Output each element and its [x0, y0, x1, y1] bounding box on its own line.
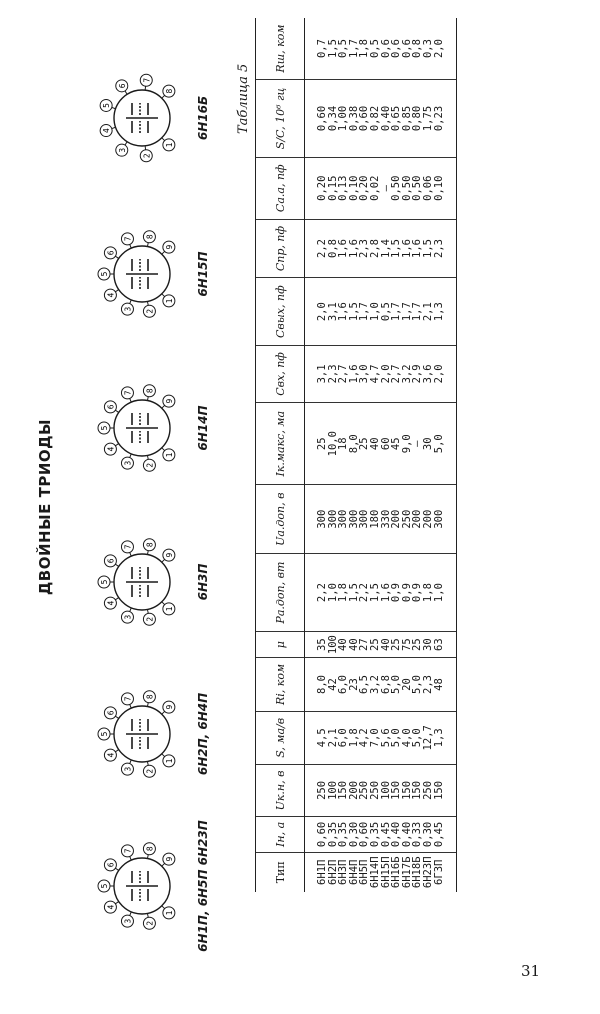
page-title: ДВОЙНЫЕ ТРИОДЫ — [36, 418, 54, 596]
pin-number: 9 — [164, 856, 174, 862]
table-body — [305, 18, 457, 892]
table-cell: 0,33 — [412, 817, 423, 852]
table-cell: 2,3 — [434, 219, 457, 278]
table-cell: 1,5 — [328, 18, 339, 80]
table-cell: 250 — [402, 485, 413, 553]
table-row — [370, 18, 381, 892]
electrode-symbol — [126, 567, 158, 597]
table-cell: 0,60 — [305, 80, 328, 158]
table-cell: 40 — [370, 402, 381, 485]
table-cell: 2,0 — [305, 278, 328, 346]
pin-number: 9 — [164, 552, 174, 558]
pin-number: 1 — [164, 910, 174, 916]
tube-caption: 6Н2П, 6Н4П — [196, 692, 210, 776]
table-cell: 0,45 — [434, 817, 457, 852]
table-row — [402, 18, 413, 892]
table-cell: 0,60 — [359, 80, 370, 158]
table-cell: 2,2 — [359, 553, 370, 631]
pin-number: 6 — [106, 862, 116, 868]
table-row — [338, 18, 349, 892]
table-cell: 0,5 — [338, 18, 349, 80]
table-label: Таблица 5 — [236, 63, 251, 134]
pin-number: 2 — [145, 920, 155, 926]
pin-number: 1 — [164, 758, 174, 764]
table-cell: 5,0 — [412, 658, 423, 712]
table-cell: 1,5 — [391, 219, 402, 278]
column-header: S, ма/в — [256, 711, 305, 764]
pin-number: 6 — [106, 710, 116, 716]
table-cell: 60 — [381, 402, 392, 485]
pin-number: 2 — [145, 616, 155, 622]
table-cell: 0,6 — [391, 18, 402, 80]
table-cell: 2,3 — [359, 219, 370, 278]
table-cell: 3,6 — [423, 345, 434, 402]
table-cell: 30 — [423, 632, 434, 658]
table-cell: 8,0 — [349, 402, 360, 485]
table-cell: 1,7 — [412, 278, 423, 346]
table-cell: 25 — [305, 402, 328, 485]
tube-type-cell: 6Н16Б — [390, 856, 403, 889]
table-row — [328, 18, 339, 892]
table-cell: 150 — [391, 764, 402, 817]
table-cell: 1,5 — [349, 553, 360, 631]
pin-number: 3 — [123, 306, 133, 312]
tube-type-cell: 6Н3П — [337, 859, 350, 885]
table-cell: 25 — [359, 402, 370, 485]
table-cell: 150 — [434, 764, 457, 817]
table-cell: 42 — [328, 658, 339, 712]
table-cell: 3,1 — [305, 345, 328, 402]
tube-type-cell: 6Н14П — [368, 856, 381, 889]
table-cell: 5,6 — [381, 711, 392, 764]
table-cell: 1,00 — [338, 80, 349, 158]
table-cell: 5,0 — [434, 402, 457, 485]
pin-number: 1 — [164, 606, 174, 612]
table-cell: 2,0 — [434, 18, 457, 80]
table-cell: 300 — [328, 485, 339, 553]
table-cell: 8,0 — [305, 658, 328, 712]
table-cell: 1,5 — [423, 219, 434, 278]
pin-number: 8 — [145, 694, 155, 700]
table-cell: 0,60 — [305, 817, 328, 852]
tube-parameters-table — [255, 18, 457, 892]
electrode-symbol — [126, 719, 158, 749]
table-cell: 250 — [305, 764, 328, 817]
table-cell: 23 — [349, 658, 360, 712]
table-cell: 1,6 — [338, 219, 349, 278]
table-cell: 200 — [349, 764, 360, 817]
tube-diagram — [96, 68, 188, 168]
column-header: Rш, ком — [256, 18, 305, 80]
table-cell: 3,1 — [328, 278, 339, 346]
table-cell: 1,7 — [402, 278, 413, 346]
table-cell: 30 — [423, 402, 434, 485]
pin-number: 4 — [106, 752, 116, 758]
table-cell: 0,6 — [402, 18, 413, 80]
pin-number: 4 — [106, 600, 116, 606]
column-header: Cпр, пф — [256, 219, 305, 278]
table-cell: 1,5 — [370, 553, 381, 631]
table-cell: 0,38 — [349, 80, 360, 158]
table-cell: 0,15 — [328, 157, 339, 219]
table-cell: 1,7 — [349, 18, 360, 80]
table-cell: 40 — [349, 632, 360, 658]
pin-number: 9 — [164, 704, 174, 710]
table-cell: 1,8 — [349, 711, 360, 764]
table-cell: 5,0 — [412, 711, 423, 764]
table-cell: 3,2 — [370, 658, 381, 712]
table-cell: 0,35 — [338, 817, 349, 852]
table-cell: — — [381, 157, 392, 219]
pin-number: 4 — [106, 446, 116, 452]
pin-number: 7 — [123, 696, 133, 702]
pin-number: 7 — [142, 77, 152, 83]
table-cell: 180 — [370, 485, 381, 553]
table-cell: 3,2 — [402, 345, 413, 402]
tube-type-cell: 6Н17Б — [400, 856, 413, 889]
column-header: Uа.доп, в — [256, 485, 305, 553]
table-cell: 2,0 — [434, 345, 457, 402]
table-cell: 2,7 — [391, 345, 402, 402]
tube-caption: 6Н1П, 6Н5П 6Н23П — [196, 820, 210, 952]
table-cell: 6,0 — [338, 658, 349, 712]
table-cell: 3,0 — [359, 345, 370, 402]
table-cell: 1,6 — [349, 219, 360, 278]
tube-pinout-icon — [96, 684, 188, 784]
table-cell: 200 — [423, 485, 434, 553]
electrode-symbol — [126, 413, 158, 443]
pin-number: 3 — [123, 918, 133, 924]
table-row — [359, 18, 370, 892]
column-header: Uк.н, в — [256, 764, 305, 817]
tube-diagram — [96, 836, 188, 936]
table-cell: 0,13 — [338, 157, 349, 219]
table-cell: 45 — [391, 402, 402, 485]
column-header: S/C, 10⁶ гц — [256, 80, 305, 158]
pin-number: 4 — [102, 128, 112, 133]
table-cell: 0,10 — [349, 157, 360, 219]
column-header: Cвых, пф — [256, 278, 305, 346]
pin-number: 3 — [123, 614, 133, 620]
table-cell: 20 — [402, 658, 413, 712]
tube-caption: 6Н16Б — [196, 95, 210, 141]
table-cell: 300 — [349, 485, 360, 553]
table-cell: 300 — [338, 485, 349, 553]
pin-number: 2 — [142, 153, 152, 159]
column-header: Ri, ком — [256, 658, 305, 712]
pin-number: 8 — [145, 234, 155, 240]
table-cell: 35 — [305, 632, 328, 658]
table-cell: 1,3 — [434, 711, 457, 764]
pin-number: 2 — [145, 462, 155, 468]
table-cell: 0,40 — [402, 817, 413, 852]
pin-number: 8 — [145, 388, 155, 394]
table-cell: 0,7 — [305, 18, 328, 80]
table-cell: 1,8 — [359, 18, 370, 80]
table-cell: 150 — [402, 764, 413, 817]
tube-type-cell: 6Н4П — [347, 859, 360, 885]
table-cell: 0,9 — [402, 553, 413, 631]
table-cell: 0,50 — [412, 157, 423, 219]
table-cell: 2,1 — [423, 278, 434, 346]
electrode-symbol — [126, 871, 158, 901]
tube-type-cell: 6Н2П — [326, 859, 339, 885]
tube-pinout-icon — [96, 836, 188, 936]
tube-caption: 6Н15П — [196, 251, 210, 297]
table-cell: 2,1 — [328, 711, 339, 764]
column-header: μ — [256, 632, 305, 658]
tube-pinout-icon — [96, 224, 188, 324]
pin-number: 1 — [164, 142, 174, 148]
table-cell: 0,65 — [391, 80, 402, 158]
pin-number: 5 — [102, 103, 112, 108]
table-cell: 2,8 — [370, 219, 381, 278]
table-cell: 0,50 — [402, 157, 413, 219]
pin-number: 7 — [123, 390, 133, 396]
table-cell: 2,7 — [338, 345, 349, 402]
table-cell: 1,0 — [328, 553, 339, 631]
tube-pinout-icon — [96, 532, 188, 632]
column-header: Cвх, пф — [256, 345, 305, 402]
table-row — [305, 18, 328, 892]
table-cell: 1,7 — [359, 278, 370, 346]
table-cell: 63 — [434, 632, 457, 658]
pin-number: 7 — [123, 544, 133, 550]
pin-number: 4 — [106, 292, 116, 298]
table-cell: 25 — [391, 632, 402, 658]
table-cell: 5,0 — [391, 658, 402, 712]
table-cell: 0,40 — [391, 817, 402, 852]
table-cell: 1,0 — [370, 278, 381, 346]
column-header: Pа.доп, вт — [256, 553, 305, 631]
table-cell: 6,0 — [338, 711, 349, 764]
table-cell: 0,35 — [328, 817, 339, 852]
table-cell: 25 — [412, 632, 423, 658]
table-cell: 0,80 — [412, 80, 423, 158]
tube-diagram — [96, 224, 188, 324]
table-cell: 300 — [359, 485, 370, 553]
pin-number: 1 — [164, 298, 174, 304]
pin-number: 5 — [100, 731, 109, 737]
pin-number: 5 — [100, 271, 109, 277]
table-cell: 0,30 — [423, 817, 434, 852]
table-cell: 0,85 — [402, 80, 413, 158]
table-cell: 0,60 — [359, 817, 370, 852]
table-cell: 2,2 — [305, 219, 328, 278]
pin-number: 5 — [100, 579, 109, 585]
table-cell: 100 — [328, 632, 339, 658]
table-cell: 2,9 — [412, 345, 423, 402]
table-cell: 4,5 — [305, 711, 328, 764]
pin-number: 4 — [106, 904, 116, 910]
table-cell: 0,3 — [423, 18, 434, 80]
table-row — [349, 18, 360, 892]
table-cell: 10,0 — [328, 402, 339, 485]
table-cell: 1,4 — [381, 219, 392, 278]
electrode-symbol — [126, 103, 158, 133]
table-cell: 0,8 — [412, 18, 423, 80]
table-cell: 0,35 — [370, 817, 381, 852]
tube-pinout-icon — [96, 378, 188, 478]
table-cell: 250 — [359, 764, 370, 817]
table-cell: 4,0 — [402, 711, 413, 764]
table-cell: 0,6 — [381, 18, 392, 80]
pin-number: 9 — [164, 398, 174, 404]
table-cell: 1,3 — [434, 278, 457, 346]
table-cell: 250 — [370, 764, 381, 817]
column-header: Iк.макс, ма — [256, 402, 305, 485]
table-row — [434, 18, 457, 892]
pin-number: 9 — [164, 244, 174, 250]
table-row — [412, 18, 423, 892]
table-row — [391, 18, 402, 892]
page-number: 31 — [521, 962, 541, 980]
column-header: Cа.а, пф — [256, 157, 305, 219]
table-cell: 1,5 — [349, 278, 360, 346]
pin-number: 8 — [145, 846, 155, 852]
table-row — [381, 18, 392, 892]
pin-number: 6 — [117, 83, 127, 89]
table-cell: 2,0 — [381, 345, 392, 402]
pin-number: 2 — [145, 308, 155, 314]
table-cell: 0,34 — [328, 80, 339, 158]
table-cell: 1,75 — [423, 80, 434, 158]
table-cell: 4,7 — [370, 345, 381, 402]
tube-caption: 6Н3П — [196, 563, 210, 601]
table-cell: 0,30 — [349, 817, 360, 852]
table-cell: — — [412, 402, 423, 485]
pin-number: 7 — [123, 236, 133, 242]
table-cell: 27 — [359, 632, 370, 658]
table-cell: 48 — [434, 658, 457, 712]
pin-number: 1 — [164, 452, 174, 458]
table-cell: 25 — [370, 632, 381, 658]
tube-diagram — [96, 684, 188, 784]
table-cell: 0,5 — [381, 278, 392, 346]
tube-type-cell: 6Г3П — [434, 852, 457, 892]
pin-number: 3 — [123, 460, 133, 466]
column-header: Iн, а — [256, 817, 305, 852]
table-cell: 0,06 — [423, 157, 434, 219]
pin-number: 8 — [164, 88, 174, 94]
table-cell: 1,6 — [381, 553, 392, 631]
table-cell: 0,02 — [370, 157, 381, 219]
tube-type-cell: 6Н1П — [316, 859, 328, 885]
electrode-symbol — [126, 259, 158, 289]
table-cell: 1,8 — [423, 553, 434, 631]
table-cell: 100 — [328, 764, 339, 817]
table-cell: 1,8 — [338, 553, 349, 631]
table-cell: 0,9 — [412, 553, 423, 631]
table-cell: 2,2 — [305, 553, 328, 631]
table-cell: 2,3 — [423, 658, 434, 712]
table-cell: 12,7 — [423, 711, 434, 764]
pin-number: 6 — [106, 558, 116, 564]
table-cell: 0,45 — [381, 817, 392, 852]
table-cell: 0,5 — [370, 18, 381, 80]
table-cell: 7,0 — [370, 711, 381, 764]
table-cell: 100 — [381, 764, 392, 817]
table-cell: 200 — [391, 485, 402, 553]
pin-number: 3 — [117, 147, 127, 153]
table-cell: 1,6 — [402, 219, 413, 278]
table-cell: 1,6 — [338, 278, 349, 346]
table-cell: 300 — [434, 485, 457, 553]
table-cell: 6,8 — [381, 658, 392, 712]
table-cell: 0,23 — [434, 80, 457, 158]
table-cell: 18 — [338, 402, 349, 485]
pin-number: 5 — [100, 425, 109, 431]
pin-number: 6 — [106, 404, 116, 410]
pin-number: 3 — [123, 766, 133, 772]
table-cell: 1,6 — [349, 345, 360, 402]
table-cell: 9,0 — [402, 402, 413, 485]
table-cell: 4,2 — [359, 711, 370, 764]
table-cell: 0,8 — [328, 219, 339, 278]
table-cell: 0,10 — [434, 157, 457, 219]
table-cell: 5,0 — [391, 711, 402, 764]
table-cell: 0,9 — [391, 553, 402, 631]
table-cell: 150 — [412, 764, 423, 817]
table-header-row — [256, 18, 305, 892]
tube-type-cell: 6Н23П — [421, 856, 434, 889]
pin-number: 6 — [106, 250, 116, 256]
pin-number: 5 — [100, 883, 109, 889]
table-cell: 0,40 — [381, 80, 392, 158]
table-row — [423, 18, 434, 892]
table-cell: 0,50 — [391, 157, 402, 219]
table-cell: 250 — [423, 764, 434, 817]
table-cell: 330 — [381, 485, 392, 553]
table-cell: 1,7 — [391, 278, 402, 346]
table-cell: 2,3 — [328, 345, 339, 402]
table-cell: 0,20 — [359, 157, 370, 219]
tube-caption: 6Н14П — [196, 405, 210, 451]
tube-diagram — [96, 378, 188, 478]
table-cell: 40 — [338, 632, 349, 658]
pin-number: 8 — [145, 542, 155, 548]
table-cell: 200 — [412, 485, 423, 553]
tube-diagram — [96, 532, 188, 632]
table-cell: 150 — [338, 764, 349, 817]
pin-number: 2 — [145, 768, 155, 774]
table-cell: 300 — [305, 485, 328, 553]
table-cell: 1,0 — [434, 553, 457, 631]
tube-type-cell: 6Н18Б — [411, 856, 424, 889]
table-cell: 0,82 — [370, 80, 381, 158]
table-cell: 40 — [381, 632, 392, 658]
table-cell: 6,5 — [359, 658, 370, 712]
column-header: Тип — [256, 852, 305, 892]
table-cell: 1,6 — [412, 219, 423, 278]
tube-type-cell: 6Н15П — [379, 856, 392, 889]
pin-number: 7 — [123, 848, 133, 854]
tube-pinout-icon — [96, 68, 188, 168]
table-cell: 0,20 — [305, 157, 328, 219]
tube-type-cell: 6Н5П — [358, 859, 371, 885]
table-cell: 75 — [402, 632, 413, 658]
